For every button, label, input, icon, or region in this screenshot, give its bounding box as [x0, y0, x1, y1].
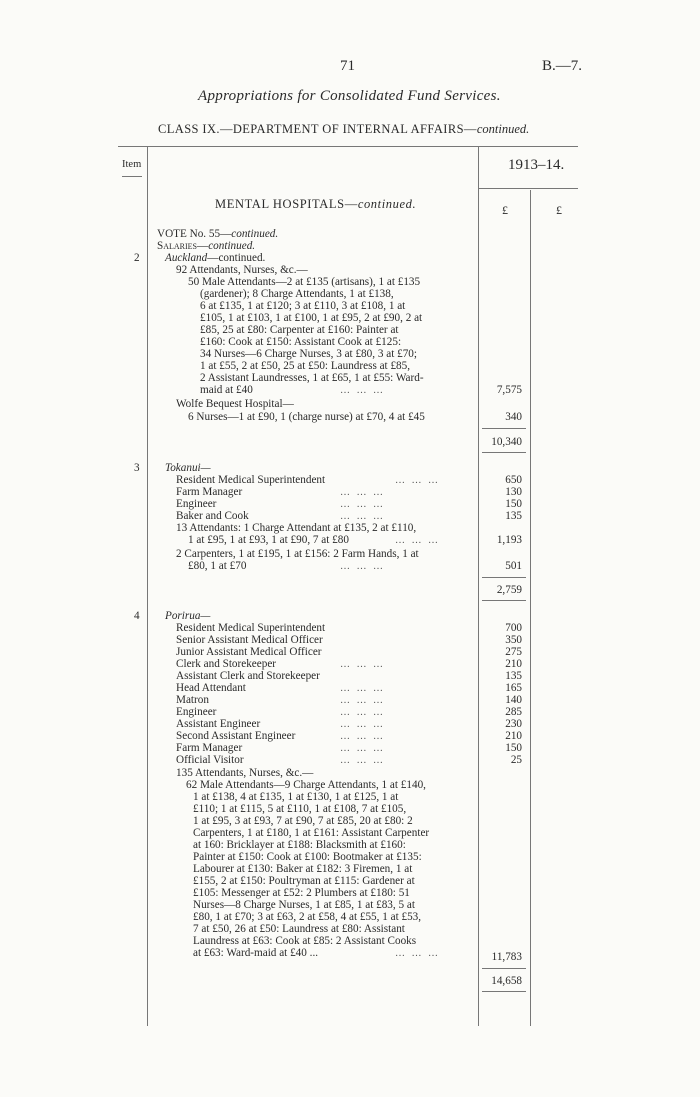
- tokanui-row-label: Baker and Cook: [176, 510, 249, 522]
- porirua-attendants-amount: 11,783: [491, 951, 522, 963]
- tokanui-carpenters-amount: 501: [505, 560, 522, 572]
- amount-auckland-wolfe: 340: [505, 411, 522, 423]
- leader-dots: … … …: [340, 719, 385, 730]
- porirua-row-amount: 210: [505, 658, 522, 670]
- tokanui-row-label: Farm Manager: [176, 486, 243, 498]
- tokanui-row-amount: 130: [505, 486, 522, 498]
- porirua-attendants-line: at £63: Ward-maid at £40 ...: [193, 947, 319, 959]
- item-header-underline: [122, 176, 142, 177]
- class-heading-text: CLASS IX.—DEPARTMENT OF INTERNAL AFFAIRS—: [158, 122, 477, 136]
- tokanui-heading: Tokanui—: [165, 462, 211, 474]
- item-column-rule: [147, 146, 148, 1026]
- porirua-attendants-line: £105: Messenger at £52: 2 Plumbers at £180: 51: [193, 887, 410, 899]
- leader-dots: … … …: [340, 511, 385, 522]
- porirua-row-label: Matron: [176, 694, 209, 706]
- pound-sign-column-2: £: [556, 203, 562, 217]
- porirua-attendants-line: at 160: Bricklayer at £188: Blacksmith at £160:: [193, 839, 406, 851]
- subtotal-rule: [482, 577, 526, 578]
- porirua-row-amount: 25: [510, 754, 522, 766]
- porirua-row-amount: 135: [505, 670, 522, 682]
- porirua-attendants-line: 135 Attendants, Nurses, &c.—: [176, 767, 314, 779]
- salaries-continued: continued.: [208, 240, 256, 252]
- auckland-line: £105, 1 at £103, 1 at £100, 1 at £95, 2 at £90, 2 at: [200, 312, 423, 324]
- porirua-row-label: Official Visitor: [176, 754, 244, 766]
- porirua-attendants-line: 1 at £95, 3 at £93, 7 at £90, 7 at £85, 20 at £80: 2: [193, 815, 413, 827]
- leader-dots: … … …: [340, 487, 385, 498]
- porirua-row-label: Engineer: [176, 706, 217, 718]
- porirua-row-label: Head Attendant: [176, 682, 246, 694]
- year-underline: [478, 188, 578, 189]
- porirua-row-amount: 350: [505, 634, 522, 646]
- tokanui-attendants-line: 13 Attendants: 1 Charge Attendant at £135, 2 at £110,: [176, 522, 417, 534]
- auckland-line: Wolfe Bequest Hospital—: [176, 398, 294, 410]
- auckland-line: £160: Cook at £150: Assistant Cook at £125:: [200, 336, 402, 348]
- auckland-heading: [165, 252, 265, 264]
- auckland-line: 6 Nurses—1 at £90, 1 (charge nurse) at £70, 4 at £45: [188, 411, 425, 423]
- total-tokanui: 2,759: [496, 584, 522, 596]
- total-rule: [482, 991, 526, 992]
- tokanui-row-amount: 650: [505, 474, 522, 486]
- item-column-header: Item: [122, 159, 142, 170]
- porirua-attendants-line: Labourer at £130: Baker at £182: 3 Firemen, 1 at: [193, 863, 413, 875]
- porirua-attendants-line: Laundress at £63: Cook at £85: 2 Assistant Cooks: [193, 935, 417, 947]
- total-rule: [482, 452, 526, 453]
- leader-dots: … … …: [340, 707, 385, 718]
- auckland-continued: —continued.: [207, 252, 266, 264]
- leader-dots: … … …: [395, 475, 440, 486]
- leader-dots: … … …: [340, 683, 385, 694]
- auckland-line: 6 at £135, 1 at £120; 3 at £110, 3 at £108, 1 at: [200, 300, 406, 312]
- porirua-row-label: Junior Assistant Medical Officer: [176, 646, 322, 658]
- total-auckland: 10,340: [491, 436, 522, 448]
- tokanui-row-amount: 135: [505, 510, 522, 522]
- porirua-attendants-line: 7 at £50, 26 at £50: Laundress at £80: Assistant: [193, 923, 405, 935]
- pound-sign-column-1: £: [502, 203, 508, 217]
- leader-dots: … … …: [340, 743, 385, 754]
- auckland-line: 92 Attendants, Nurses, &c.—: [176, 264, 308, 276]
- porirua-attendants-line: 62 Male Attendants—9 Charge Attendants, 1 at £140,: [186, 779, 426, 791]
- porirua-attendants-line: Painter at £150: Cook at £100: Bootmaker at £135:: [193, 851, 422, 863]
- leader-dots: … … …: [340, 385, 385, 396]
- porirua-attendants-line: £110; 1 at £115, 5 at £110, 1 at £108, 7 at £105,: [193, 803, 407, 815]
- salaries-text: Salaries—: [157, 240, 209, 252]
- porirua-row-label: Farm Manager: [176, 742, 243, 754]
- porirua-attendants-line: £80, 1 at £70; 3 at £63, 2 at £58, 4 at £55, 1 at £53,: [193, 911, 422, 923]
- subtotal-rule: [482, 968, 526, 969]
- porirua-row-label: Assistant Clerk and Storekeeper: [176, 670, 320, 682]
- amount-auckland-attendants: 7,575: [496, 384, 522, 396]
- top-rule: [118, 146, 578, 147]
- porirua-row-amount: 140: [505, 694, 522, 706]
- amount-column-rule-mid: [530, 190, 531, 1026]
- section-title: [215, 197, 416, 212]
- subtotal-rule: [482, 428, 526, 429]
- appropriations-title: Appropriations for Consolidated Fund Services.: [198, 88, 501, 104]
- vote-continued: continued.: [231, 228, 279, 240]
- section-title-text: MENTAL HOSPITALS—: [215, 197, 358, 211]
- porirua-row-amount: 275: [505, 646, 522, 658]
- total-rule: [482, 600, 526, 601]
- year-header: 1913–14.: [508, 157, 565, 173]
- vote-line: [157, 228, 278, 240]
- section-title-continued: continued.: [357, 197, 417, 211]
- item-number-auckland: 2: [134, 252, 140, 264]
- class-heading: [158, 122, 529, 137]
- porirua-row-amount: 210: [505, 730, 522, 742]
- porirua-attendants-line: Carpenters, 1 at £180, 1 at £161: Assistant Carpenter: [193, 827, 430, 839]
- page-number: 71: [340, 58, 355, 74]
- total-porirua: 14,658: [491, 975, 522, 987]
- tokanui-attendants-line: 1 at £95, 1 at £93, 1 at £90, 7 at £80: [188, 534, 349, 546]
- auckland-name: Auckland: [165, 252, 208, 264]
- auckland-line: £85, 25 at £80: Carpenter at £160: Painter at: [200, 324, 399, 336]
- tokanui-carpenters-line: 2 Carpenters, 1 at £195, 1 at £156: 2 Farm Hands, 1 at: [176, 548, 419, 560]
- document-reference: B.—7.: [542, 58, 583, 74]
- porirua-row-label: Resident Medical Superintendent: [176, 622, 326, 634]
- tokanui-row-amount: 150: [505, 498, 522, 510]
- auckland-line: maid at £40: [200, 384, 253, 396]
- tokanui-carpenters-line: £80, 1 at £70: [188, 560, 247, 572]
- item-number-porirua: 4: [134, 610, 140, 622]
- item-number-tokanui: 3: [134, 462, 140, 474]
- auckland-line: 1 at £55, 2 at £50, 25 at £50: Laundress at £85,: [200, 360, 411, 372]
- porirua-row-amount: 285: [505, 706, 522, 718]
- auckland-line: 50 Male Attendants—2 at £135 (artisans), 1 at £135: [188, 276, 421, 288]
- porirua-attendants-line: 1 at £138, 4 at £135, 1 at £130, 1 at £125, 1 at: [193, 791, 399, 803]
- porirua-attendants-line: £155, 2 at £150: Poultryman at £115: Gardener at: [193, 875, 415, 887]
- salaries-line: [157, 240, 255, 252]
- porirua-row-amount: 165: [505, 682, 522, 694]
- porirua-attendants-line: Nurses—8 Charge Nurses, 1 at £85, 1 at £83, 5 at: [193, 899, 415, 911]
- class-heading-continued: continued.: [476, 122, 530, 136]
- vote-text: VOTE No. 55—: [157, 228, 232, 240]
- tokanui-row-label: Engineer: [176, 498, 217, 510]
- leader-dots: … … …: [340, 695, 385, 706]
- leader-dots: … … …: [340, 561, 385, 572]
- leader-dots: … … …: [340, 755, 385, 766]
- porirua-row-label: Clerk and Storekeeper: [176, 658, 277, 670]
- leader-dots: … … …: [395, 948, 440, 959]
- porirua-row-amount: 150: [505, 742, 522, 754]
- auckland-line: (gardener); 8 Charge Attendants, 1 at £138,: [200, 288, 394, 300]
- leader-dots: … … …: [340, 499, 385, 510]
- auckland-line: 34 Nurses—6 Charge Nurses, 3 at £80, 3 at £70;: [200, 348, 417, 360]
- porirua-row-label: Assistant Engineer: [176, 718, 261, 730]
- auckland-line: 2 Assistant Laundresses, 1 at £65, 1 at £55: Ward-: [200, 372, 424, 384]
- leader-dots: … … …: [395, 535, 440, 546]
- porirua-row-amount: 230: [505, 718, 522, 730]
- porirua-row-label: Senior Assistant Medical Officer: [176, 634, 323, 646]
- porirua-row-label: Second Assistant Engineer: [176, 730, 296, 742]
- porirua-row-amount: 700: [505, 622, 522, 634]
- leader-dots: … … …: [340, 659, 385, 670]
- tokanui-attendants-amount: 1,193: [496, 534, 522, 546]
- porirua-heading: Porirua—: [165, 610, 211, 622]
- tokanui-row-label: Resident Medical Superintendent: [176, 474, 326, 486]
- leader-dots: … … …: [340, 731, 385, 742]
